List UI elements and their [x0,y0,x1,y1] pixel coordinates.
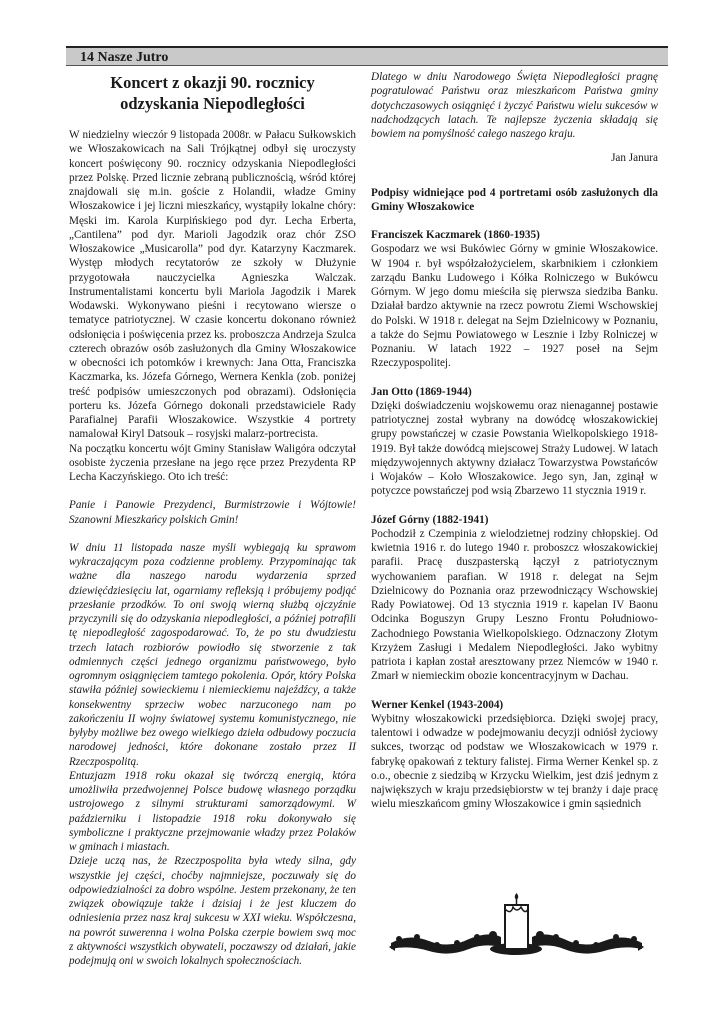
page-number: 14 [80,50,94,65]
person-name: Werner Kenkel (1943-2004) [371,698,504,711]
portrait-caption [371,513,658,684]
portrait-caption [371,228,658,371]
left-column [69,70,356,968]
signature: Jan Janura [611,152,658,165]
letter-paragraph: Entuzjazm 1918 roku okazał się twórczą energią, która umożliwiła przedwojennej Polsce budowę własnego porządku ustrojowego z silnymi strukturami samorządowymi. W październiku i listopadzie 1918 roku dokonywało się symboliczne i praktyczne przejmowanie władzy przez Polaków w gminach i miastach. [69,769,356,853]
letter-paragraph: W dniu 11 listopada nasze myśli wybiegają ku sprawom wykraczającym poza codzienne problemy. Przypominając tak ważne dla naszego narodu wydarzenia sprzed dziewięćdziesięciu lat, ogarniamy refleksją i próbujemy podjąć przesłanie przodków. To oni swoją wierną służbą ojczyźnie przyczynili się do odzyskania niepodległości, a później potrafili tę niepodległość zagospodarować. To, że po stu dwudziestu trzech latach rozbiorów powiodło się stworzenie z tak odmiennych części jednego organizmu państwowego, było ogromnym osiągnięciem tamtego pokolenia. Opór, który Polska stawiła później sowieckiemu i niemieckiemu najeźdźcy, a także konsekwentny sprzeciw wobec narzuconego nam po zakończeniu II wojny światowej systemu komunistycznego, nie byłyby możliwe bez owego wielkiego dzieła odbudowy poczucia narodowej jedności, które dokonane zostało przez II Rzeczpospolitą. [69,541,356,768]
person-bio: Dzięki doświadczeniu wojskowemu oraz nienagannej postawie patriotycznej został wybrany na dowódcę włoszakowickiej grupy powstańczej w czasie Powstania Wielkopolskiego 1918-1919. Był także dowódcą miejscowej Straży Ludowej. W latach międzywojennych aktywny działacz Towarzystwa Powstańców i Wojaków – Koło Włoszakowice. Jego syn, Jan, zginął w potyczce powstańczej pod wsią Zbarzewo 11 stycznia 1919 r. [371,399,658,498]
candle-ornament-icon [389,893,644,957]
letter-paragraph: Dlatego w dniu Narodowego Święta Niepodległości pragnę pogratulować Państwu oraz mieszkańcom Państwa gminy dotychczasowych osiągnięć i życzyć Państwu wielu sukcesów w nadchodzących latach. Te najlepsze życzenia składają się bowiem na pomyślność całego naszego kraju. [371,71,658,140]
person-bio: Gospodarz we wsi Bukówiec Górny w gminie Włoszakowice. W 1904 r. był współzałożycielem, skarbnikiem i członkiem zarządu Banku Ludowego i Kółka Rolniczego w Bukówcu Górnym. W jego domu mieściła się pierwsza siedziba Banku. Działał bardzo aktywnie na rzecz powrotu Ziemi Wschowskiej do Polski. W 1918 r. delegat na Sejm Dzielnicowy w Poznaniu, a także do Sejmu Powiatowego w Lesznie i Izby Rolniczej w Poznaniu. W latach 1922 – 1927 poseł na Sejm Rzeczypospolitej. [371,243,658,370]
person-name: Józef Górny (1882-1941) [371,513,489,526]
person-bio: Pochodził z Czempinia z wielodzietnej rodziny chłopskiej. Od kwietnia 1916 r. do lutego 1940 r. proboszcz włoszakowickiej parafii. Pracę duszpasterską łączył z patriotycznym wychowaniem parafian. W 1918 r. delegat na Sejm Dzielnicowy do Poznania oraz przewodniczący Wschowskiej Rady Powiatowej. Od 13 stycznia 1919 r. kapelan IV Baonu Odcinka Boguszyn Grupy Leszno Frontu Południowo-Zachodniego Powstania Wielkopolskiego. Odznaczony Złotym Krzyżem Zasługi i Medalem Niepodległości. Jako wybitny patriota i kapłan został aresztowany przez Niemców w 1940 r. Zmarł w niemieckim obozie koncentracyjnym w Dachau. [371,527,658,683]
letter-paragraph: Dzieje uczą nas, że Rzeczpospolita była wtedy silna, gdy wszystkie jej części, choćby najmniejsze, poczuwały się do odpowiedzialności za dobro wspólne. Jestem przekonany, że ten związek obowiązuje także i dzisiaj i że jest kluczem do odniesienia przez nasz kraj sukcesu w XXI wieku. Współczesna, na powrót suwerenna i wolna Polska czerpie bowiem swą moc z aktywności wszystkich obywateli, poczawszy od działań, jakie podejmują oni w swoich lokalnych społecznościach. [69,855,356,967]
person-name: Franciszek Kaczmarek (1860-1935) [371,229,540,241]
portrait-caption [371,385,658,499]
article-intro-2: Na początku koncertu wójt Gminy Stanisław Waligóra odczytał osobiste życzenia przesłane na jego ręce przez Prezydenta RP Lecha Kaczyńskiego. Oto ich treść: [69,442,356,483]
letter-greeting: Panie i Panowie Prezydenci, Burmistrzowie i Wójtowie! Szanowni Mieszkańcy polskich Gmin! [69,499,356,526]
portraits-section-title: Podpisy widniejące pod 4 portretami osób zasłużonych dla Gminy Włoszakowice [371,186,658,213]
article-intro: W niedzielny wieczór 9 listopada 2008r. w Pałacu Sułkowskich we Włoszakowicach na Sali Trójkątnej odbył się uroczysty koncert poświęcony 90. rocznicy odzyskania Niepodległości przez Polskę. Przed licznie zebraną publicznością, wśród której znajdowali się m.in. goście z Holandii, władze Gminy Włoszakowice i jej liczni mieszkańcy, wystąpiły lokalne chóry: Męski im. Karola Kurpińskiego pod dyr. Lecha Erberta, „Cantilena” pod dyr. Marioli Jagodzik oraz chór ZSO Włoszakowice „Musicarolla” pod dyr. Katarzyny Kaczmarek. Występ młodych recytatorów ze szkoły w Dłużynie przygotowała nauczycielka Agnieszka Walczak. Instrumentalistami koncertu byli Mariola Jagodzik i Marek Wodawski. Wykonywano pieśni i recytowano wiersze o tematyce patriotycznej. W czasie koncertu dokonano również odsłonięcia i poświęcenia przez ks. proboszcza Andrzeja Szulca czterech obrazów osób zasłużonych dla Gminy Włoszakowice w obecności ich potomków i krewnych: Jana Otta, Franciszka Kaczmarka, ks. Józefa Górnego, Wernera Kenkla (zob. poniżej treść podpisów umieszczonych pod obrazami). Odsłonięcia porteru ks. Józefa Górnego dokonali przedstawiciele Rady Parafialnej Parafii Włoszakowice. Wszystkie 4 portrety namalował Kiryl Datsouk – rosyjski malarz-portrecista. [69,129,356,441]
portrait-caption [371,698,658,812]
right-column [371,70,658,812]
person-name: Jan Otto (1869-1944) [371,385,472,398]
person-bio: Wybitny włoszakowicki przedsiębiorca. Dzięki swojej pracy, talentowi i odwadze w podejmowaniu decyzji odniósł życiowy sukces, tworząc od podstaw we Włoszakowicach w 1979 r. fabrykę opakowań z tektury falistej. Firma Werner Kenkel sp. z o.o., obecnie z siedzibą w Krzycku Wielkim, jest dziś jednym z największych w kraju przedsiębiorstw w tej branży i daje pracę wielu mieszkańcom gminy Włoszakowice i gmin sąsiednich [371,712,658,811]
article-title: Koncert z okazji 90. rocznicy odzyskania Niepodległości [110,73,315,113]
page-header [66,46,668,66]
publication-name: Nasze Jutro [97,50,169,65]
